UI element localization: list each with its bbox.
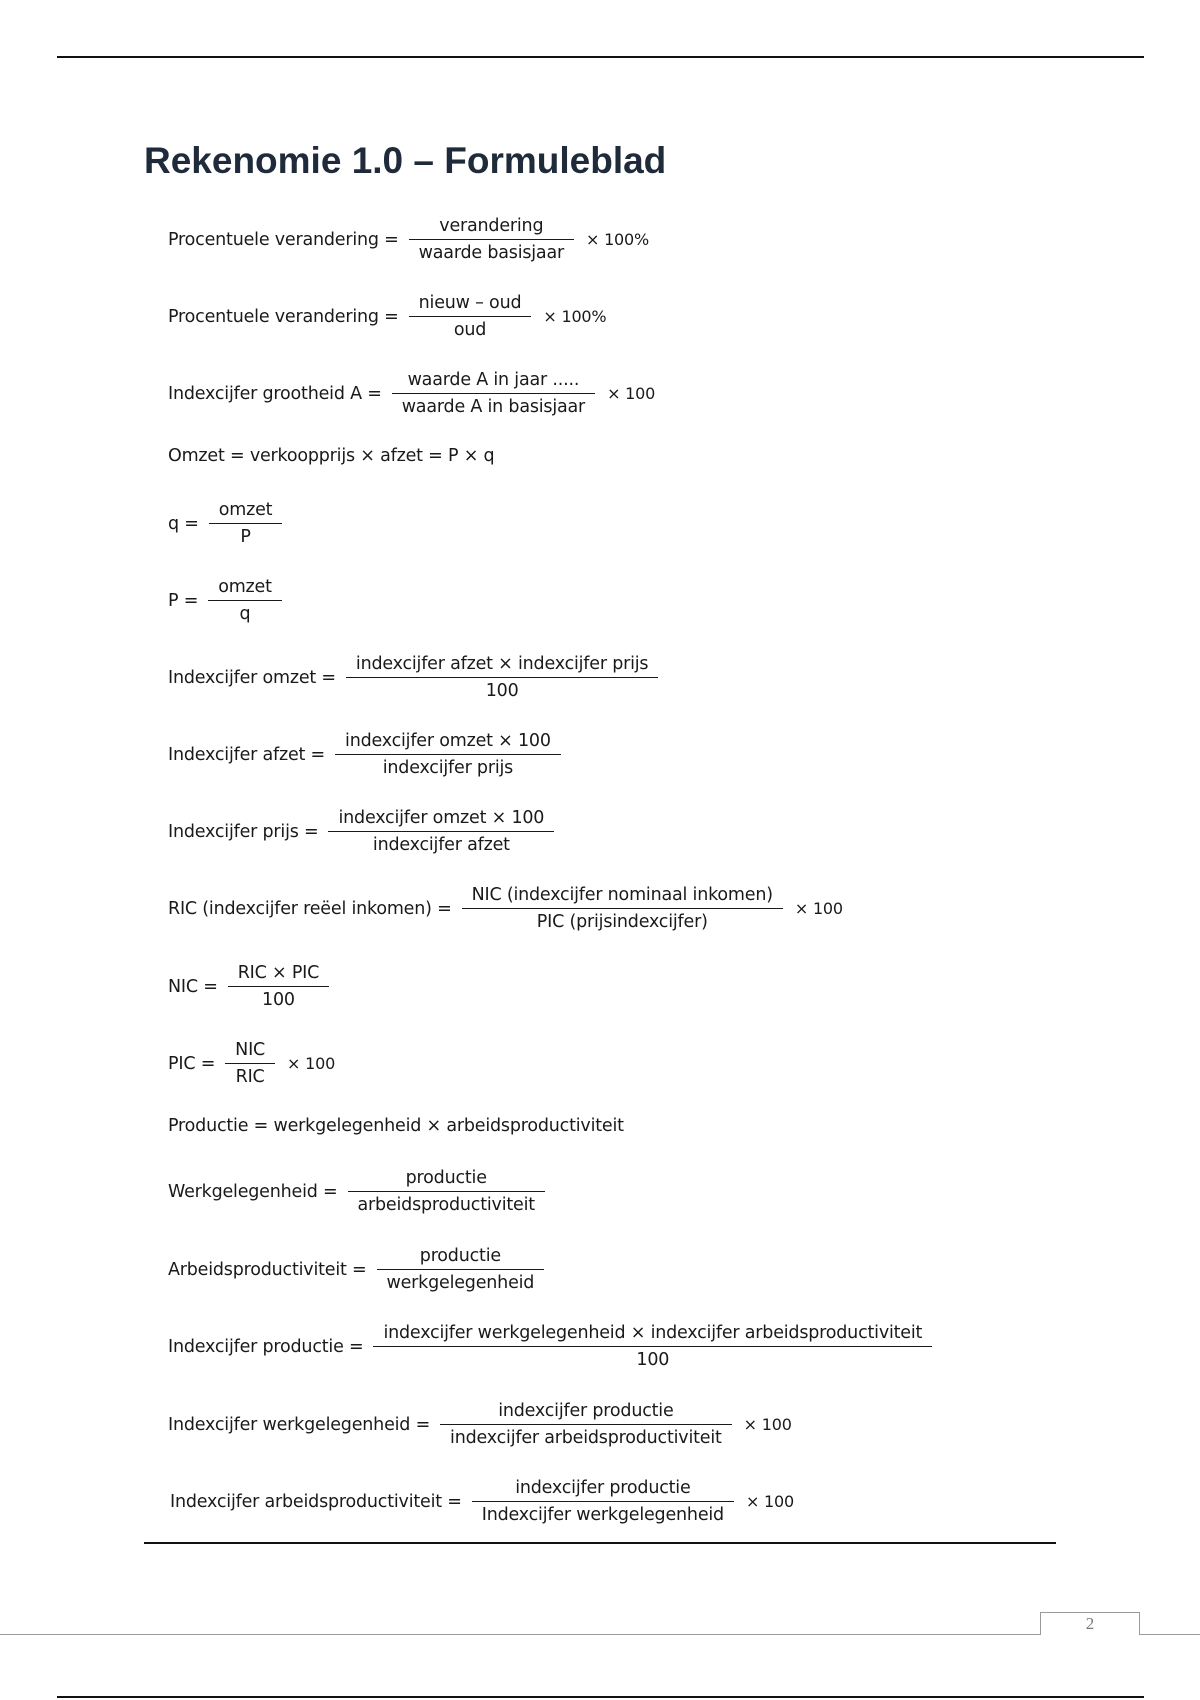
fraction [440, 1398, 732, 1451]
formula-arbeidsproductiviteit [168, 1243, 554, 1296]
formula-lhs: Arbeidsproductiviteit = [168, 1259, 367, 1280]
formula-lhs: P = [168, 590, 199, 611]
denominator: q [239, 604, 251, 624]
numerator: indexcijfer productie [515, 1478, 691, 1498]
formula-indexcijfer-werkgelegenheid [168, 1398, 792, 1451]
formula-indexcijfer-grootheid [168, 367, 655, 420]
formula-suffix: × 100 [607, 384, 656, 403]
denominator: indexcijfer prijs [382, 758, 514, 778]
formula-suffix: × 100 [794, 899, 843, 918]
formula-indexcijfer-omzet [168, 651, 668, 704]
formula-lhs: PIC = [168, 1053, 216, 1074]
numerator: verandering [439, 216, 544, 236]
formula-procentuele-verandering-1 [168, 213, 649, 266]
footer-line [0, 1634, 1200, 1635]
formula-lhs: Indexcijfer omzet = [168, 667, 336, 688]
formula-omzet [168, 446, 494, 466]
fraction [228, 960, 329, 1013]
formula-text: Productie = werkgelegenheid × arbeidsproductiviteit [168, 1116, 624, 1136]
formula-werkgelegenheid [168, 1165, 555, 1218]
formula-text: Omzet = verkoopprijs × afzet = P × q [168, 446, 495, 466]
page-title: Rekenomie 1.0 – Formuleblad [144, 140, 667, 181]
denominator: werkgelegenheid [386, 1273, 535, 1293]
numerator: productie [405, 1168, 487, 1188]
fraction [225, 1037, 275, 1090]
formula-lhs: Indexcijfer prijs = [168, 821, 319, 842]
formula-lhs: Indexcijfer arbeidsproductiviteit = [170, 1491, 462, 1512]
formula-suffix: × 100% [585, 230, 650, 249]
denominator: RIC [235, 1067, 265, 1087]
denominator: oud [453, 320, 487, 340]
fraction [335, 728, 561, 781]
formula-lhs: NIC = [168, 976, 218, 997]
formula-p [168, 574, 292, 627]
formula-lhs: RIC (indexcijfer reëel inkomen) = [168, 898, 452, 919]
denominator: waarde basisjaar [418, 243, 564, 263]
numerator: indexcijfer omzet × 100 [338, 808, 545, 828]
numerator: indexcijfer afzet × indexcijfer prijs [355, 654, 649, 674]
formula-indexcijfer-prijs [168, 805, 564, 858]
formula-suffix: × 100 [287, 1054, 336, 1073]
denominator: P [240, 527, 251, 547]
formula-lhs: q = [168, 513, 199, 534]
denominator: Indexcijfer werkgelegenheid [481, 1505, 724, 1525]
formula-lhs: Indexcijfer werkgelegenheid = [168, 1414, 431, 1435]
bottom-rule [57, 1696, 1144, 1698]
formula-nic [168, 960, 339, 1013]
numerator: waarde A in jaar ..... [407, 370, 580, 390]
fraction [392, 367, 595, 420]
denominator: 100 [262, 990, 295, 1010]
top-rule [57, 56, 1144, 58]
formula-indexcijfer-afzet [168, 728, 571, 781]
fraction [346, 651, 658, 704]
numerator: RIC × PIC [237, 963, 320, 983]
formula-q [168, 497, 292, 550]
fraction [472, 1475, 734, 1528]
numerator: omzet [218, 577, 272, 597]
denominator: 100 [485, 681, 519, 701]
numerator: nieuw – oud [418, 293, 522, 313]
numerator: NIC (indexcijfer nominaal inkomen) [471, 885, 773, 905]
fraction [208, 574, 282, 627]
numerator: indexcijfer werkgelegenheid × indexcijfer arbeidsproductiviteit [383, 1323, 923, 1343]
numerator: omzet [218, 500, 273, 520]
formula-lhs: Werkgelegenheid = [168, 1181, 338, 1202]
fraction [348, 1165, 545, 1218]
formula-lhs: Procentuele verandering = [168, 306, 399, 327]
numerator: indexcijfer productie [498, 1401, 674, 1421]
formula-suffix: × 100 [743, 1415, 792, 1434]
fraction [462, 882, 783, 935]
denominator: waarde A in basisjaar [401, 397, 586, 417]
formula-lhs: Indexcijfer productie = [168, 1336, 364, 1357]
fraction [328, 805, 554, 858]
formula-suffix: × 100% [543, 307, 607, 326]
numerator: productie [419, 1246, 501, 1266]
formula-indexcijfer-productie [168, 1320, 942, 1373]
formula-pic [168, 1037, 335, 1090]
section-rule [144, 1542, 1056, 1544]
formula-lhs: Procentuele verandering = [168, 229, 399, 250]
formula-indexcijfer-arbeidsproductiviteit [170, 1475, 794, 1528]
fraction [373, 1320, 932, 1373]
formula-productie [168, 1116, 624, 1136]
denominator: indexcijfer afzet [372, 835, 510, 855]
numerator: indexcijfer omzet × 100 [345, 731, 551, 751]
denominator: PIC (prijsindexcijfer) [536, 912, 708, 932]
formula-procentuele-verandering-2 [168, 290, 606, 343]
formula-lhs: Indexcijfer grootheid A = [168, 383, 382, 404]
formula-ric [168, 882, 843, 935]
formula-lhs: Indexcijfer afzet = [168, 744, 326, 765]
fraction [209, 497, 283, 550]
formula-suffix: × 100 [745, 1492, 795, 1511]
page-number: 2 [1040, 1612, 1140, 1635]
denominator: indexcijfer arbeidsproductiviteit [450, 1428, 722, 1448]
numerator: NIC [235, 1040, 266, 1060]
fraction [409, 213, 574, 266]
denominator: arbeidsproductiviteit [357, 1195, 535, 1215]
fraction [377, 1243, 545, 1296]
fraction [409, 290, 532, 343]
denominator: 100 [636, 1350, 670, 1370]
